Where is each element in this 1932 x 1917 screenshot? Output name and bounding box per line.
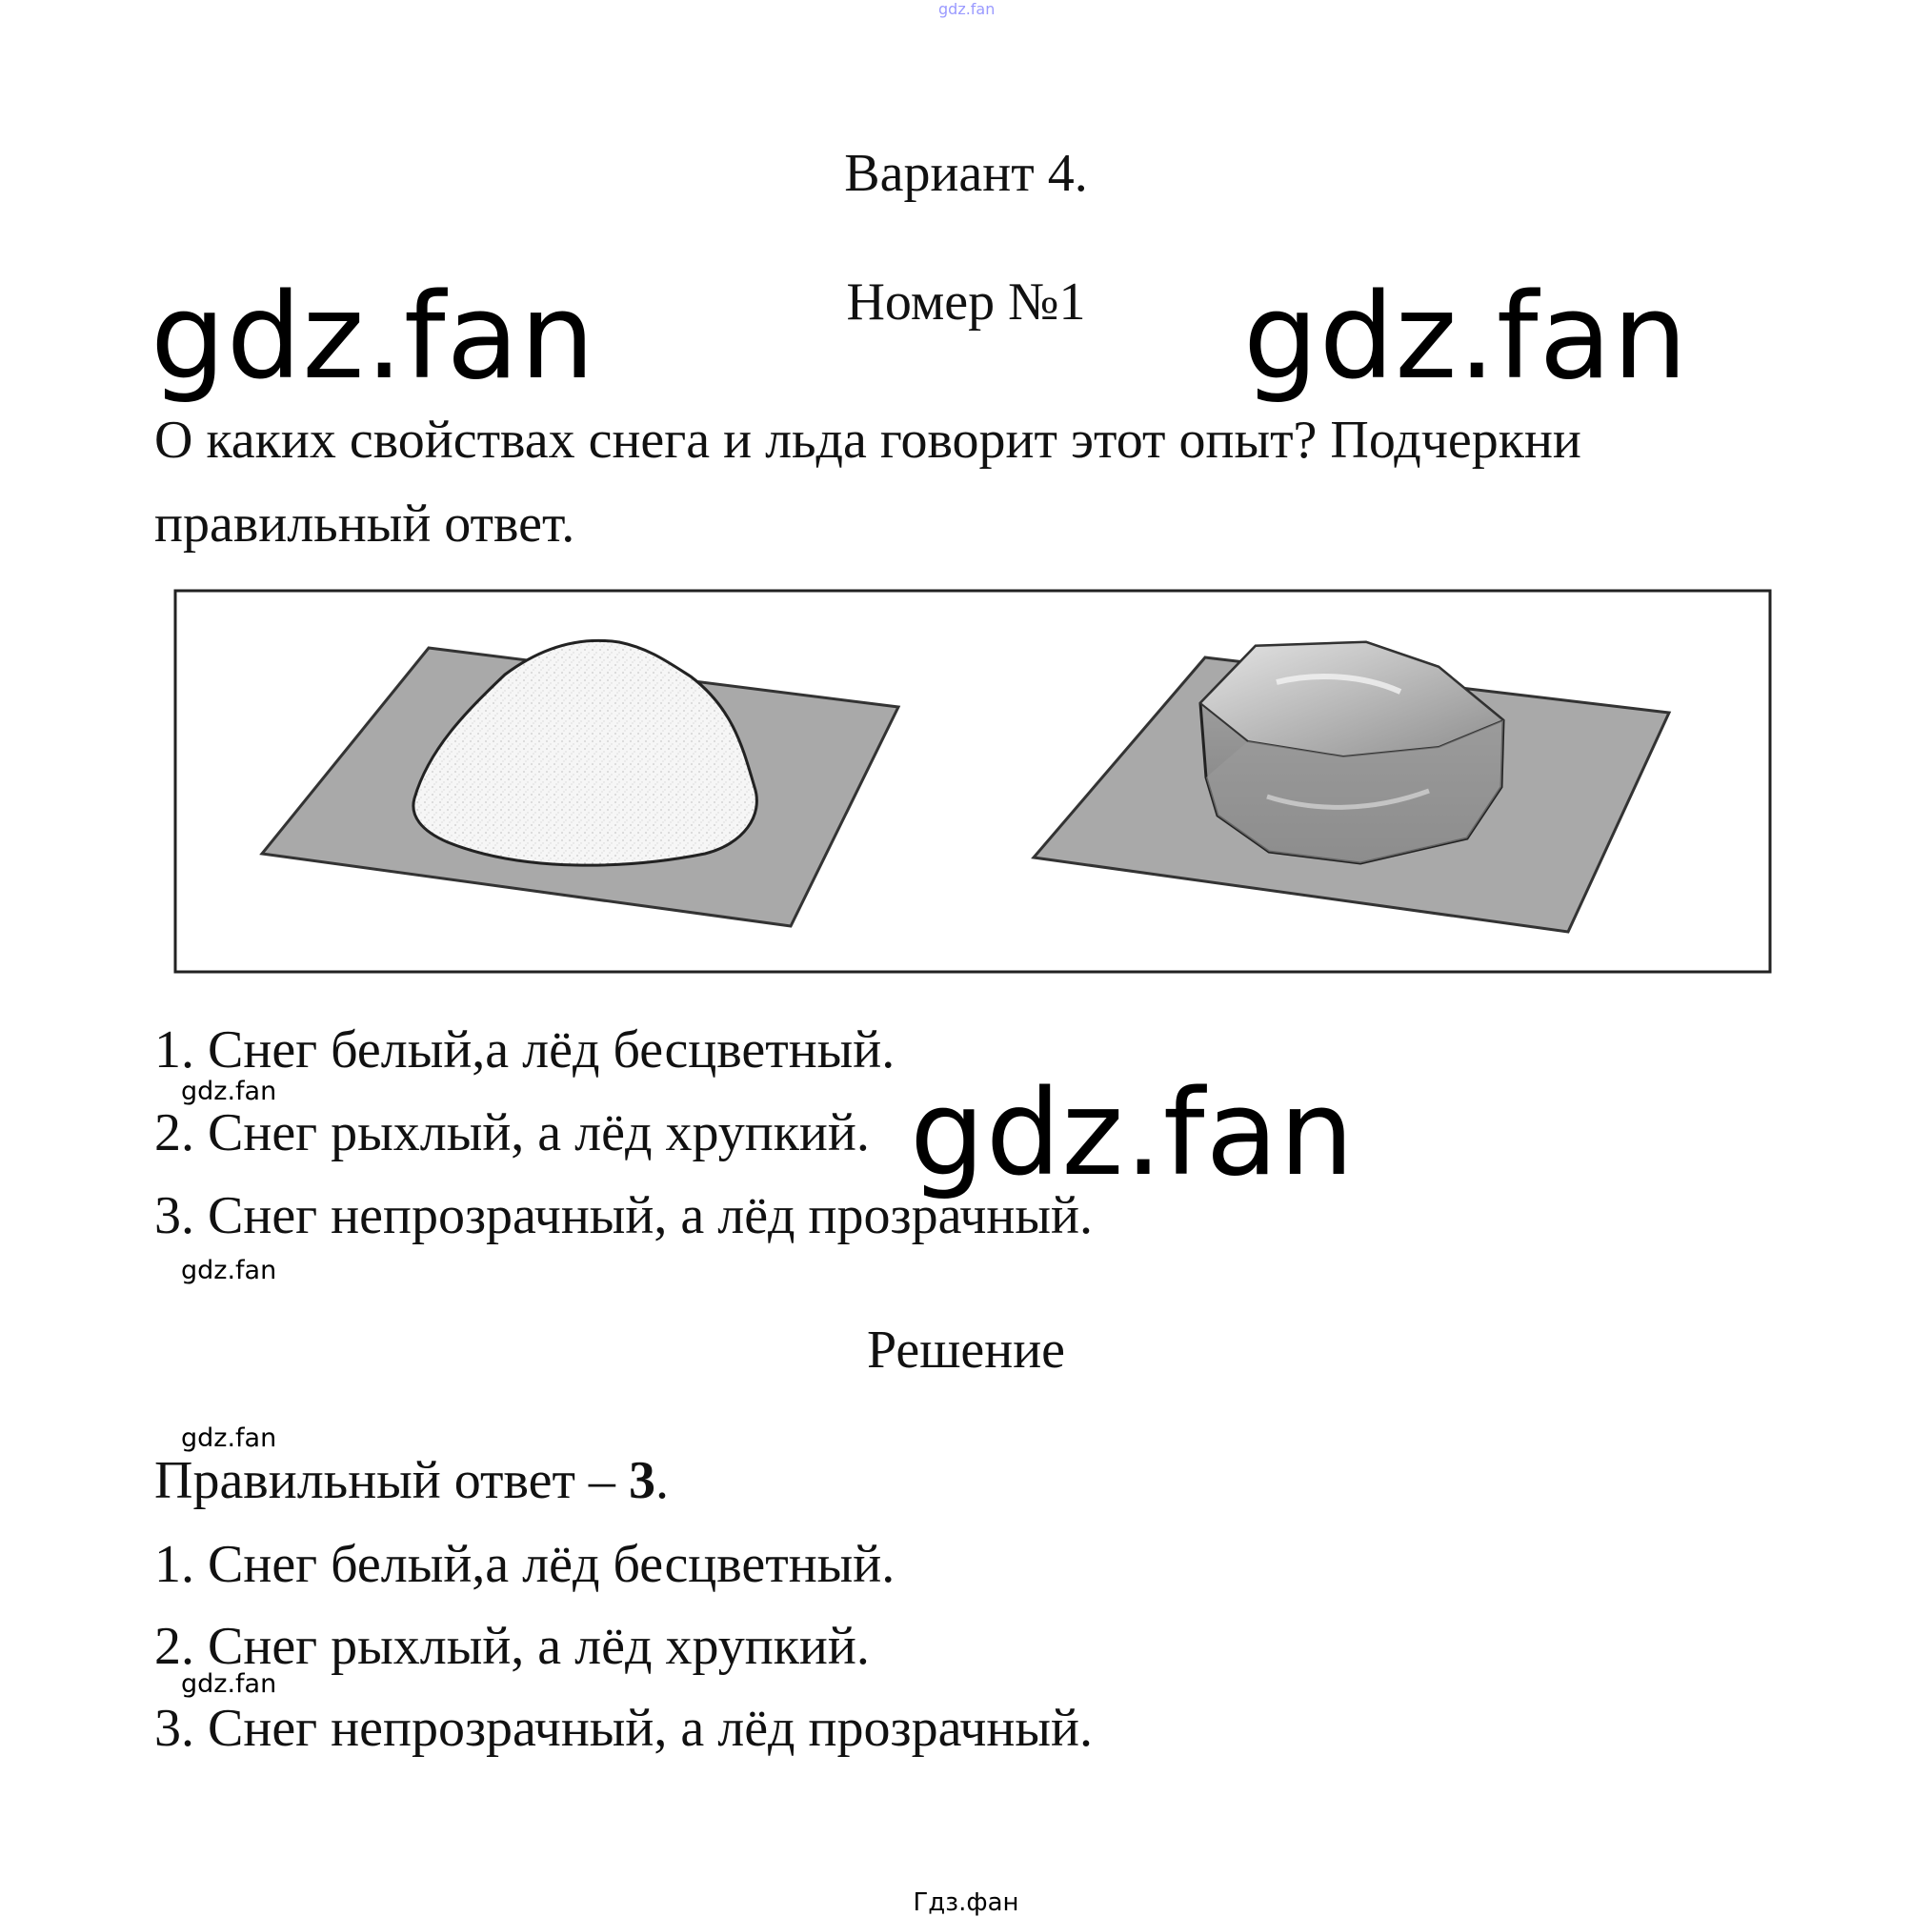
- watermark-top: gdz.fan: [938, 0, 996, 18]
- option-1: 1. Снег белый,а лёд бесцветный.: [154, 1020, 896, 1080]
- answer-line: [154, 1450, 669, 1511]
- solution-title: Решение: [866, 1321, 1066, 1380]
- answer-value: 3: [628, 1451, 655, 1510]
- watermark-big: gdz.fan: [151, 269, 596, 406]
- watermark-small: gdz.fan: [181, 1423, 277, 1453]
- variant-title: Вариант 4.: [844, 144, 1088, 203]
- answer-prefix: Правильный ответ –: [154, 1451, 629, 1510]
- solution-option-2: 2. Снег рыхлый, а лёд хрупкий.: [154, 1617, 870, 1676]
- watermark-big: gdz.fan: [910, 1065, 1356, 1202]
- experiment-figure: [171, 587, 1774, 978]
- question-text: О каких свойствах снега и льда говорит этот опыт? Подчеркни правильный ответ.: [154, 411, 1581, 554]
- watermark-small: gdz.fan: [181, 1669, 277, 1699]
- option-3: 3. Снег непрозрачный, а лёд прозрачный.: [154, 1186, 1093, 1245]
- option-2: 2. Снег рыхлый, а лёд хрупкий.: [154, 1103, 870, 1162]
- footer-text: Гдз.фан: [913, 1888, 1019, 1917]
- watermark-big: gdz.fan: [1243, 269, 1689, 406]
- watermark-small: gdz.fan: [181, 1256, 277, 1285]
- watermark-small: gdz.fan: [181, 1077, 277, 1106]
- solution-option-1: 1. Снег белый,а лёд бесцветный.: [154, 1535, 896, 1594]
- answer-suffix: .: [654, 1451, 669, 1510]
- number-title: Номер №1: [846, 272, 1086, 332]
- solution-option-3: 3. Снег непрозрачный, а лёд прозрачный.: [154, 1699, 1093, 1758]
